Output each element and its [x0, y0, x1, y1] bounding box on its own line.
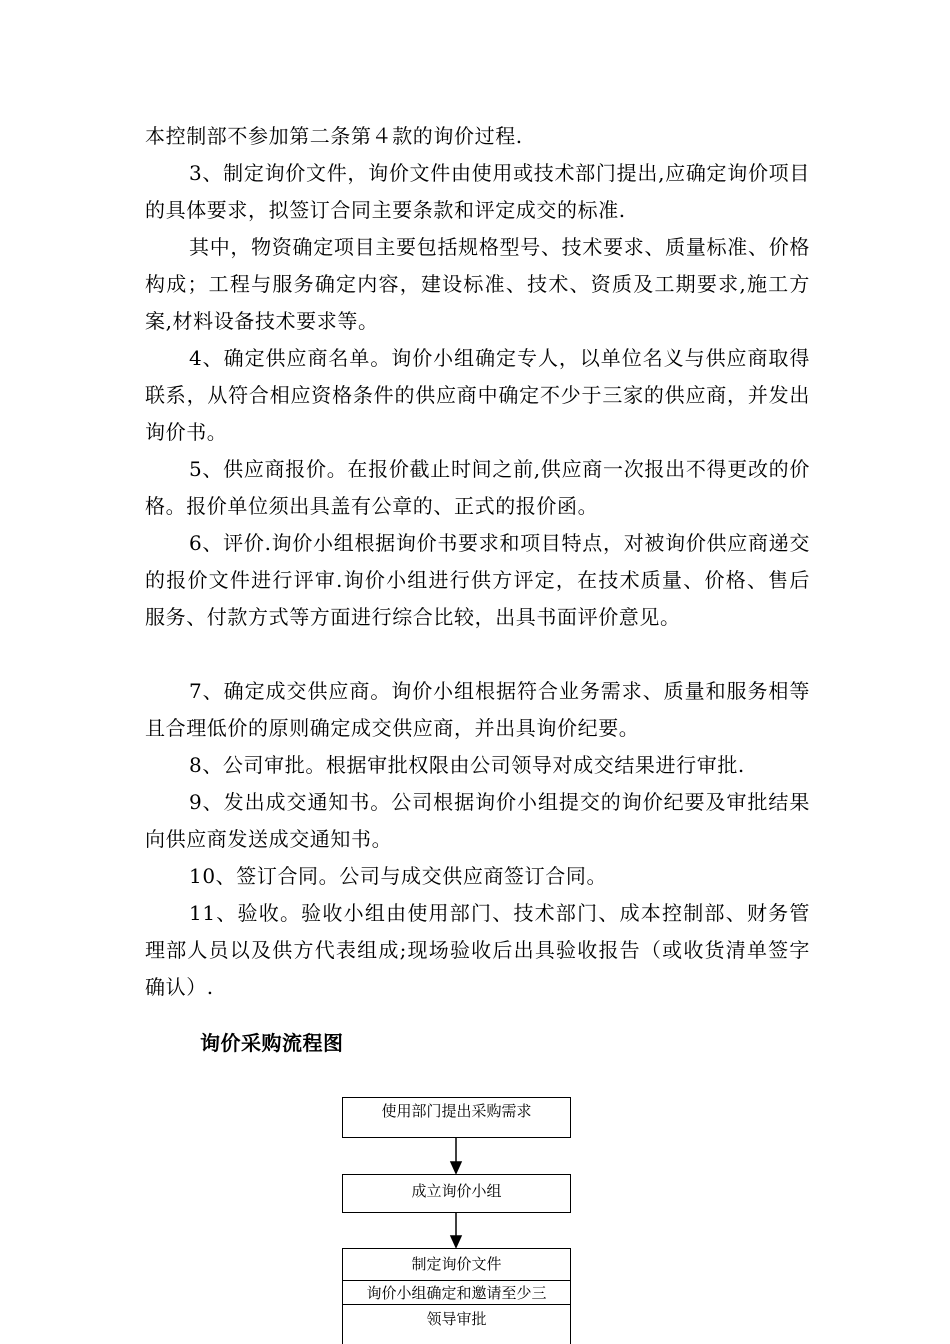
flow-step-label: 成立询价小组 — [411, 1182, 502, 1200]
paragraph-6: 6、评价.询价小组根据询价书要求和项目特点，对被询价供应商递交的报价文件进行评审.询价小组进行供方评定，在技术质量、价格、售后服务、付款方式等方面进行综合比较，出具书面评价意见。 — [145, 531, 810, 629]
paragraph-8: 8、公司审批。根据审批权限由公司领导对成交结果进行审批. — [189, 753, 745, 777]
arrow-2 — [451, 1213, 461, 1247]
paragraph-10: 10、签订合同。公司与成交供应商签订合同。 — [189, 864, 608, 888]
flow-step-form-group — [342, 1174, 571, 1213]
arrow-1 — [451, 1138, 461, 1173]
flow-step-label: 使用部门提出采购需求 — [381, 1102, 532, 1120]
paragraph-3: 其中，物资确定项目主要包括规格型号、技术要求、质量标准、价格构成；工程与服务确定内容，建设标准、技术、资质及工期要求,施工方案,材料设备技术要求等。 — [145, 235, 810, 333]
flow-step-label: 领导审批 — [426, 1310, 487, 1328]
flowchart-title: 询价采购流程图 — [200, 1031, 344, 1055]
flow-step-invite-suppliers — [342, 1280, 571, 1306]
paragraph-7: 7、确定成交供应商。询价小组根据符合业务需求、质量和服务相等且合理低价的原则确定成交供应商，并出具询价纪要。 — [145, 679, 810, 740]
flow-step-submit-requirement — [342, 1097, 571, 1138]
flow-step-prepare-documents — [342, 1248, 571, 1281]
flow-step-leader-approval — [342, 1304, 571, 1344]
paragraph-5: 5、供应商报价。在报价截止时间之前,供应商一次报出不得更改的价格。报价单位须出具盖有公章的、正式的报价函。 — [145, 457, 810, 518]
paragraph-1: 本控制部不参加第二条第４款的询价过程. — [145, 124, 523, 148]
paragraph-4: 4、确定供应商名单。询价小组确定专人，以单位名义与供应商取得联系，从符合相应资格条件的供应商中确定不少于三家的供应商，并发出询价书。 — [145, 346, 810, 444]
paragraph-9: 9、发出成交通知书。公司根据询价小组提交的询价纪要及审批结果向供应商发送成交通知书。 — [145, 790, 810, 851]
paragraph-2: 3、制定询价文件，询价文件由使用或技术部门提出,应确定询价项目的具体要求，拟签订合同主要条款和评定成交的标准. — [145, 161, 810, 222]
flow-step-label: 询价小组确定和邀请至少三 — [366, 1284, 547, 1302]
paragraph-11: 11、验收。验收小组由使用部门、技术部门、成本控制部、财务管理部人员以及供方代表组成;现场验收后出具验收报告（或收货清单签字确认）. — [145, 901, 810, 999]
flow-step-label: 制定询价文件 — [411, 1255, 502, 1273]
